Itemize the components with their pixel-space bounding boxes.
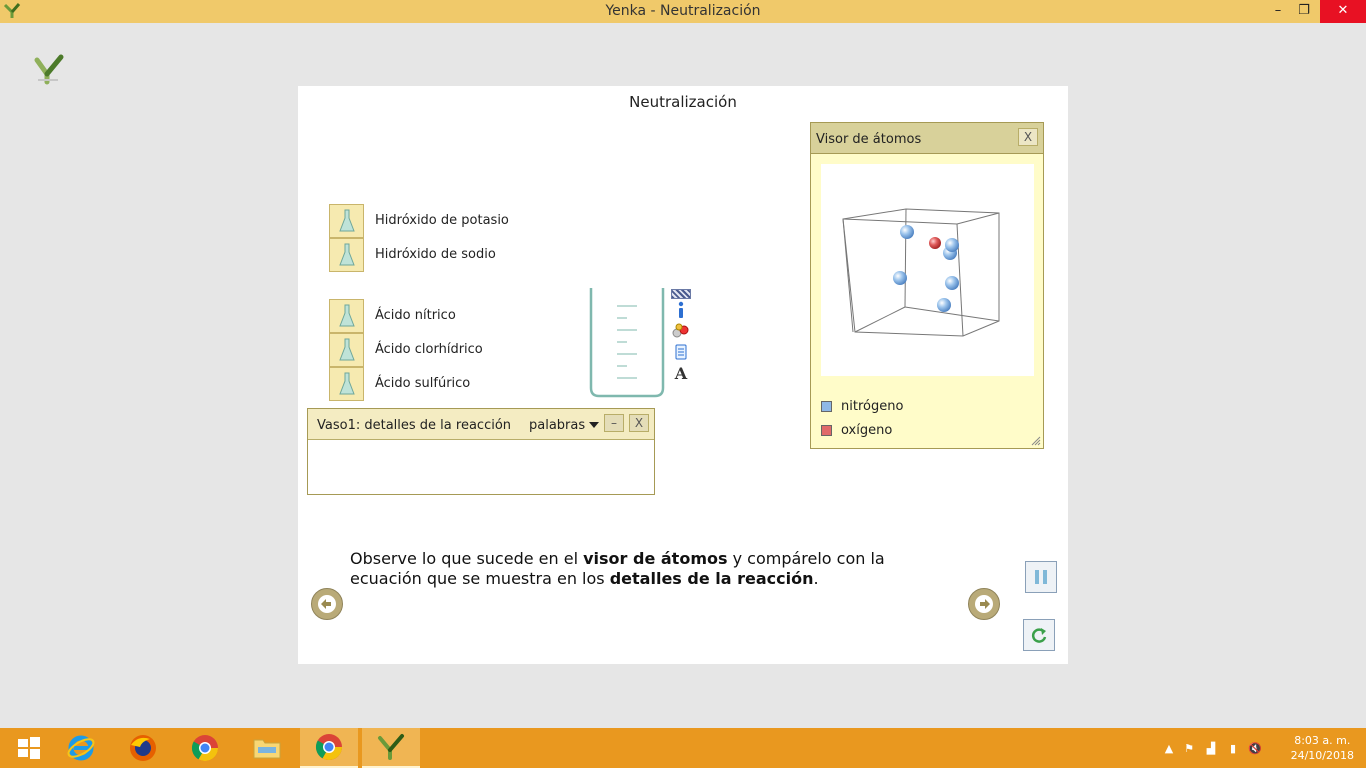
taskbar-yenka[interactable] (362, 728, 420, 768)
flask-icon (338, 208, 356, 234)
system-clock[interactable] (1291, 733, 1354, 763)
details-close-button[interactable]: X (629, 414, 649, 432)
beaker-handle[interactable] (671, 289, 691, 299)
atom-viewer-title: Visor de átomos (816, 132, 922, 147)
simulation-panel (298, 86, 1068, 664)
bottle-label: Ácido nítrico (375, 308, 456, 323)
folder-icon (252, 735, 282, 761)
bottle-label: Ácido sulfúrico (375, 376, 471, 391)
legend-swatch (821, 425, 832, 436)
bottle-label: Ácido clorhídrico (375, 342, 483, 357)
legend-label: nitrógeno (841, 399, 904, 414)
legend-swatch (821, 401, 832, 412)
taskbar-chrome-2[interactable] (300, 728, 358, 768)
window-title: Yenka - Neutralización (605, 3, 761, 19)
instruction-bold: visor de átomos (583, 549, 728, 568)
text-tool-icon[interactable]: A (674, 363, 688, 383)
taskbar-chrome[interactable] (176, 728, 234, 768)
base-item-potassium-hydroxide[interactable] (329, 204, 589, 238)
reset-button[interactable] (1023, 619, 1055, 651)
nitrogen-atom (900, 225, 914, 239)
acid-item-sulfuric[interactable] (329, 367, 589, 401)
nitrogen-atom (945, 238, 959, 252)
instruction-part: Observe lo que sucede en el (350, 549, 584, 568)
previous-button[interactable] (311, 588, 343, 620)
flask-icon (338, 303, 356, 329)
internet-explorer-icon (66, 733, 96, 763)
pause-button[interactable] (1025, 561, 1057, 593)
base-item-sodium-hydroxide[interactable] (329, 238, 589, 272)
nitrogen-atom (945, 276, 959, 290)
taskbar-internet-explorer[interactable] (52, 728, 110, 768)
close-button[interactable]: ✕ (1320, 0, 1366, 23)
refresh-icon (1029, 625, 1049, 645)
yenka-icon (376, 732, 406, 762)
bottle-button[interactable] (329, 238, 364, 272)
bottle-button[interactable] (329, 367, 364, 401)
resize-grip-icon[interactable] (1031, 436, 1041, 446)
beaker[interactable] (589, 286, 665, 398)
atoms-icon[interactable] (671, 321, 691, 341)
yenka-logo-icon (32, 52, 66, 86)
taskbar-file-explorer[interactable] (238, 728, 296, 768)
chrome-icon (190, 733, 220, 763)
bottle-button[interactable] (329, 299, 364, 333)
page-title: Neutralización (629, 93, 737, 111)
pause-icon (1032, 568, 1050, 586)
dropdown-caret-icon[interactable] (589, 422, 599, 428)
nitrogen-atom (937, 298, 951, 312)
system-tray (1160, 728, 1266, 768)
nitrogen-atom (893, 271, 907, 285)
flag-icon[interactable]: ⚑ (1184, 741, 1194, 755)
atom-viewer-header[interactable] (811, 123, 1043, 154)
restore-button[interactable]: ❐ (1298, 3, 1310, 18)
oxygen-atom (929, 237, 941, 249)
windows-taskbar (0, 728, 1366, 768)
flask-icon (338, 337, 356, 363)
arrow-right-icon (974, 594, 994, 614)
reaction-details-window (307, 408, 655, 495)
clock-time: 8:03 a. m. (1294, 734, 1351, 747)
atom-viewer-close-button[interactable]: X (1018, 128, 1038, 146)
bottle-button[interactable] (329, 333, 364, 367)
atom-viewer-window (810, 122, 1044, 449)
flask-icon (338, 242, 356, 268)
start-button[interactable] (0, 728, 58, 768)
volume-muted-icon[interactable]: 🔇 (1248, 741, 1262, 755)
acid-item-hydrochloric[interactable] (329, 333, 589, 367)
battery-icon[interactable]: ▮ (1229, 741, 1237, 755)
legend-label: oxígeno (841, 423, 893, 438)
chevron-up-icon[interactable]: ▲ (1164, 741, 1174, 755)
reaction-details-title: Vaso1: detalles de la reacción (317, 418, 512, 433)
firefox-icon (128, 733, 158, 763)
reaction-details-header[interactable] (308, 409, 654, 440)
info-icon[interactable] (671, 300, 691, 320)
instruction-part: . (813, 569, 819, 588)
details-minimize-button[interactable]: – (604, 414, 624, 432)
instruction-bold: detalles de la reacción (609, 569, 814, 588)
arrow-left-icon (317, 594, 337, 614)
windows-logo-icon (17, 736, 41, 760)
acid-item-nitric[interactable] (329, 299, 589, 333)
next-button[interactable] (968, 588, 1000, 620)
bottle-label: Hidróxido de sodio (375, 247, 496, 262)
minimize-button[interactable]: – (1274, 3, 1282, 18)
flask-icon (338, 371, 356, 397)
signal-icon[interactable]: ▟ (1206, 741, 1216, 755)
beaker-details-icon[interactable] (671, 342, 691, 362)
bottle-button[interactable] (329, 204, 364, 238)
chrome-icon (314, 732, 344, 762)
instruction-text (350, 549, 930, 589)
taskbar-firefox[interactable] (114, 728, 172, 768)
clock-date: 24/10/2018 (1290, 749, 1354, 762)
beaker-toolbar (671, 289, 691, 384)
bottle-label: Hidróxido de potasio (375, 213, 509, 228)
instruction-part: y compárelo con la ecuación que se muestra en los (350, 549, 885, 588)
window-titlebar (0, 0, 1366, 23)
reaction-mode-dropdown[interactable]: palabras (529, 418, 586, 433)
atom-3d-view[interactable] (821, 164, 1034, 376)
